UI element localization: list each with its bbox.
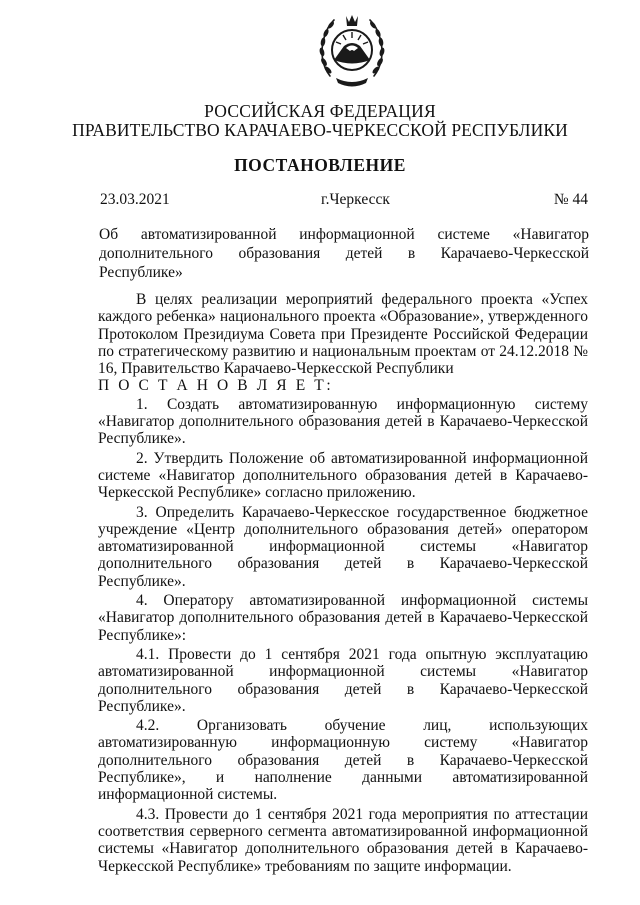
document-number: № 44 xyxy=(553,191,588,208)
list-item: 4.1. Провести до 1 сентября 2021 года опытную эксплуатацию автоматизированной информационной системы «Навигатор дополнительного образования детей в Карачаево-Черкесской Республике». xyxy=(98,645,588,715)
document-city: г.Черкесск xyxy=(321,191,390,208)
list-item: 3. Определить Карачаево-Черкесское государственное бюджетное учреждение «Центр дополнительного образования детей» оператором автоматизированной информационной системы «Навигатор дополнительного образования детей в Карачаево-Черкесской Республике». xyxy=(98,503,588,590)
list-item: 1. Создать автоматизированную информационную систему «Навигатор дополнительного образования детей в Карачаево-Черкесской Республике». xyxy=(98,395,588,448)
document-type-title: ПОСТАНОВЛЕНИЕ xyxy=(234,155,406,175)
document-subject: Об автоматизированной информационной системе «Навигатор дополнительного образования детей в Карачаево-Черкесской Республике» xyxy=(99,226,589,281)
document-body xyxy=(98,291,588,877)
header-country: РОССИЙСКАЯ ФЕДЕРАЦИЯ xyxy=(204,101,436,121)
list-item: 4.3. Провести до 1 сентября 2021 года мероприятия по аттестации соответствия серверного сегмента автоматизированной информационной системы «Навигатор дополнительного образования детей в Карачаево-Черкесской Республике» требованиям по защите информации. xyxy=(98,805,588,875)
list-item: 2. Утвердить Положение об автоматизированной информационной системе «Навигатор дополнительного образования детей в Карачаево-Черкесской Республике» согласно приложению. xyxy=(98,449,588,502)
list-item: 4. Оператору автоматизированной информационной системы «Навигатор дополнительного образования детей в Карачаево-Черкесской Республике»: xyxy=(98,592,588,644)
document-date: 23.03.2021 xyxy=(100,191,170,208)
preamble-paragraph: В целях реализации мероприятий федерального проекта «Успех каждого ребенка» национального проекта «Образование», утвержденного Протоколом Президиума Совета при Президенте Российской Федерации по стратегическому развитию и национальным проектам от 24.12.2018 № 16, Правительство Карачаево-Черкесской Республики xyxy=(98,291,588,378)
karachay-cherkessia-coat-of-arms-icon xyxy=(316,10,388,94)
resolve-heading: П О С Т А Н О В Л Я Е Т: xyxy=(98,377,334,395)
header-government: ПРАВИТЕЛЬСТВО КАРАЧАЕВО-ЧЕРКЕССКОЙ РЕСПУБЛИКИ xyxy=(72,120,568,140)
list-item: 4.2. Организовать обучение лиц, использующих автоматизированную информационную систему «Навигатор дополнительного образования детей в Карачаево-Черкесской Республике», и наполнение данными автоматизированной информационной системы. xyxy=(98,717,588,804)
